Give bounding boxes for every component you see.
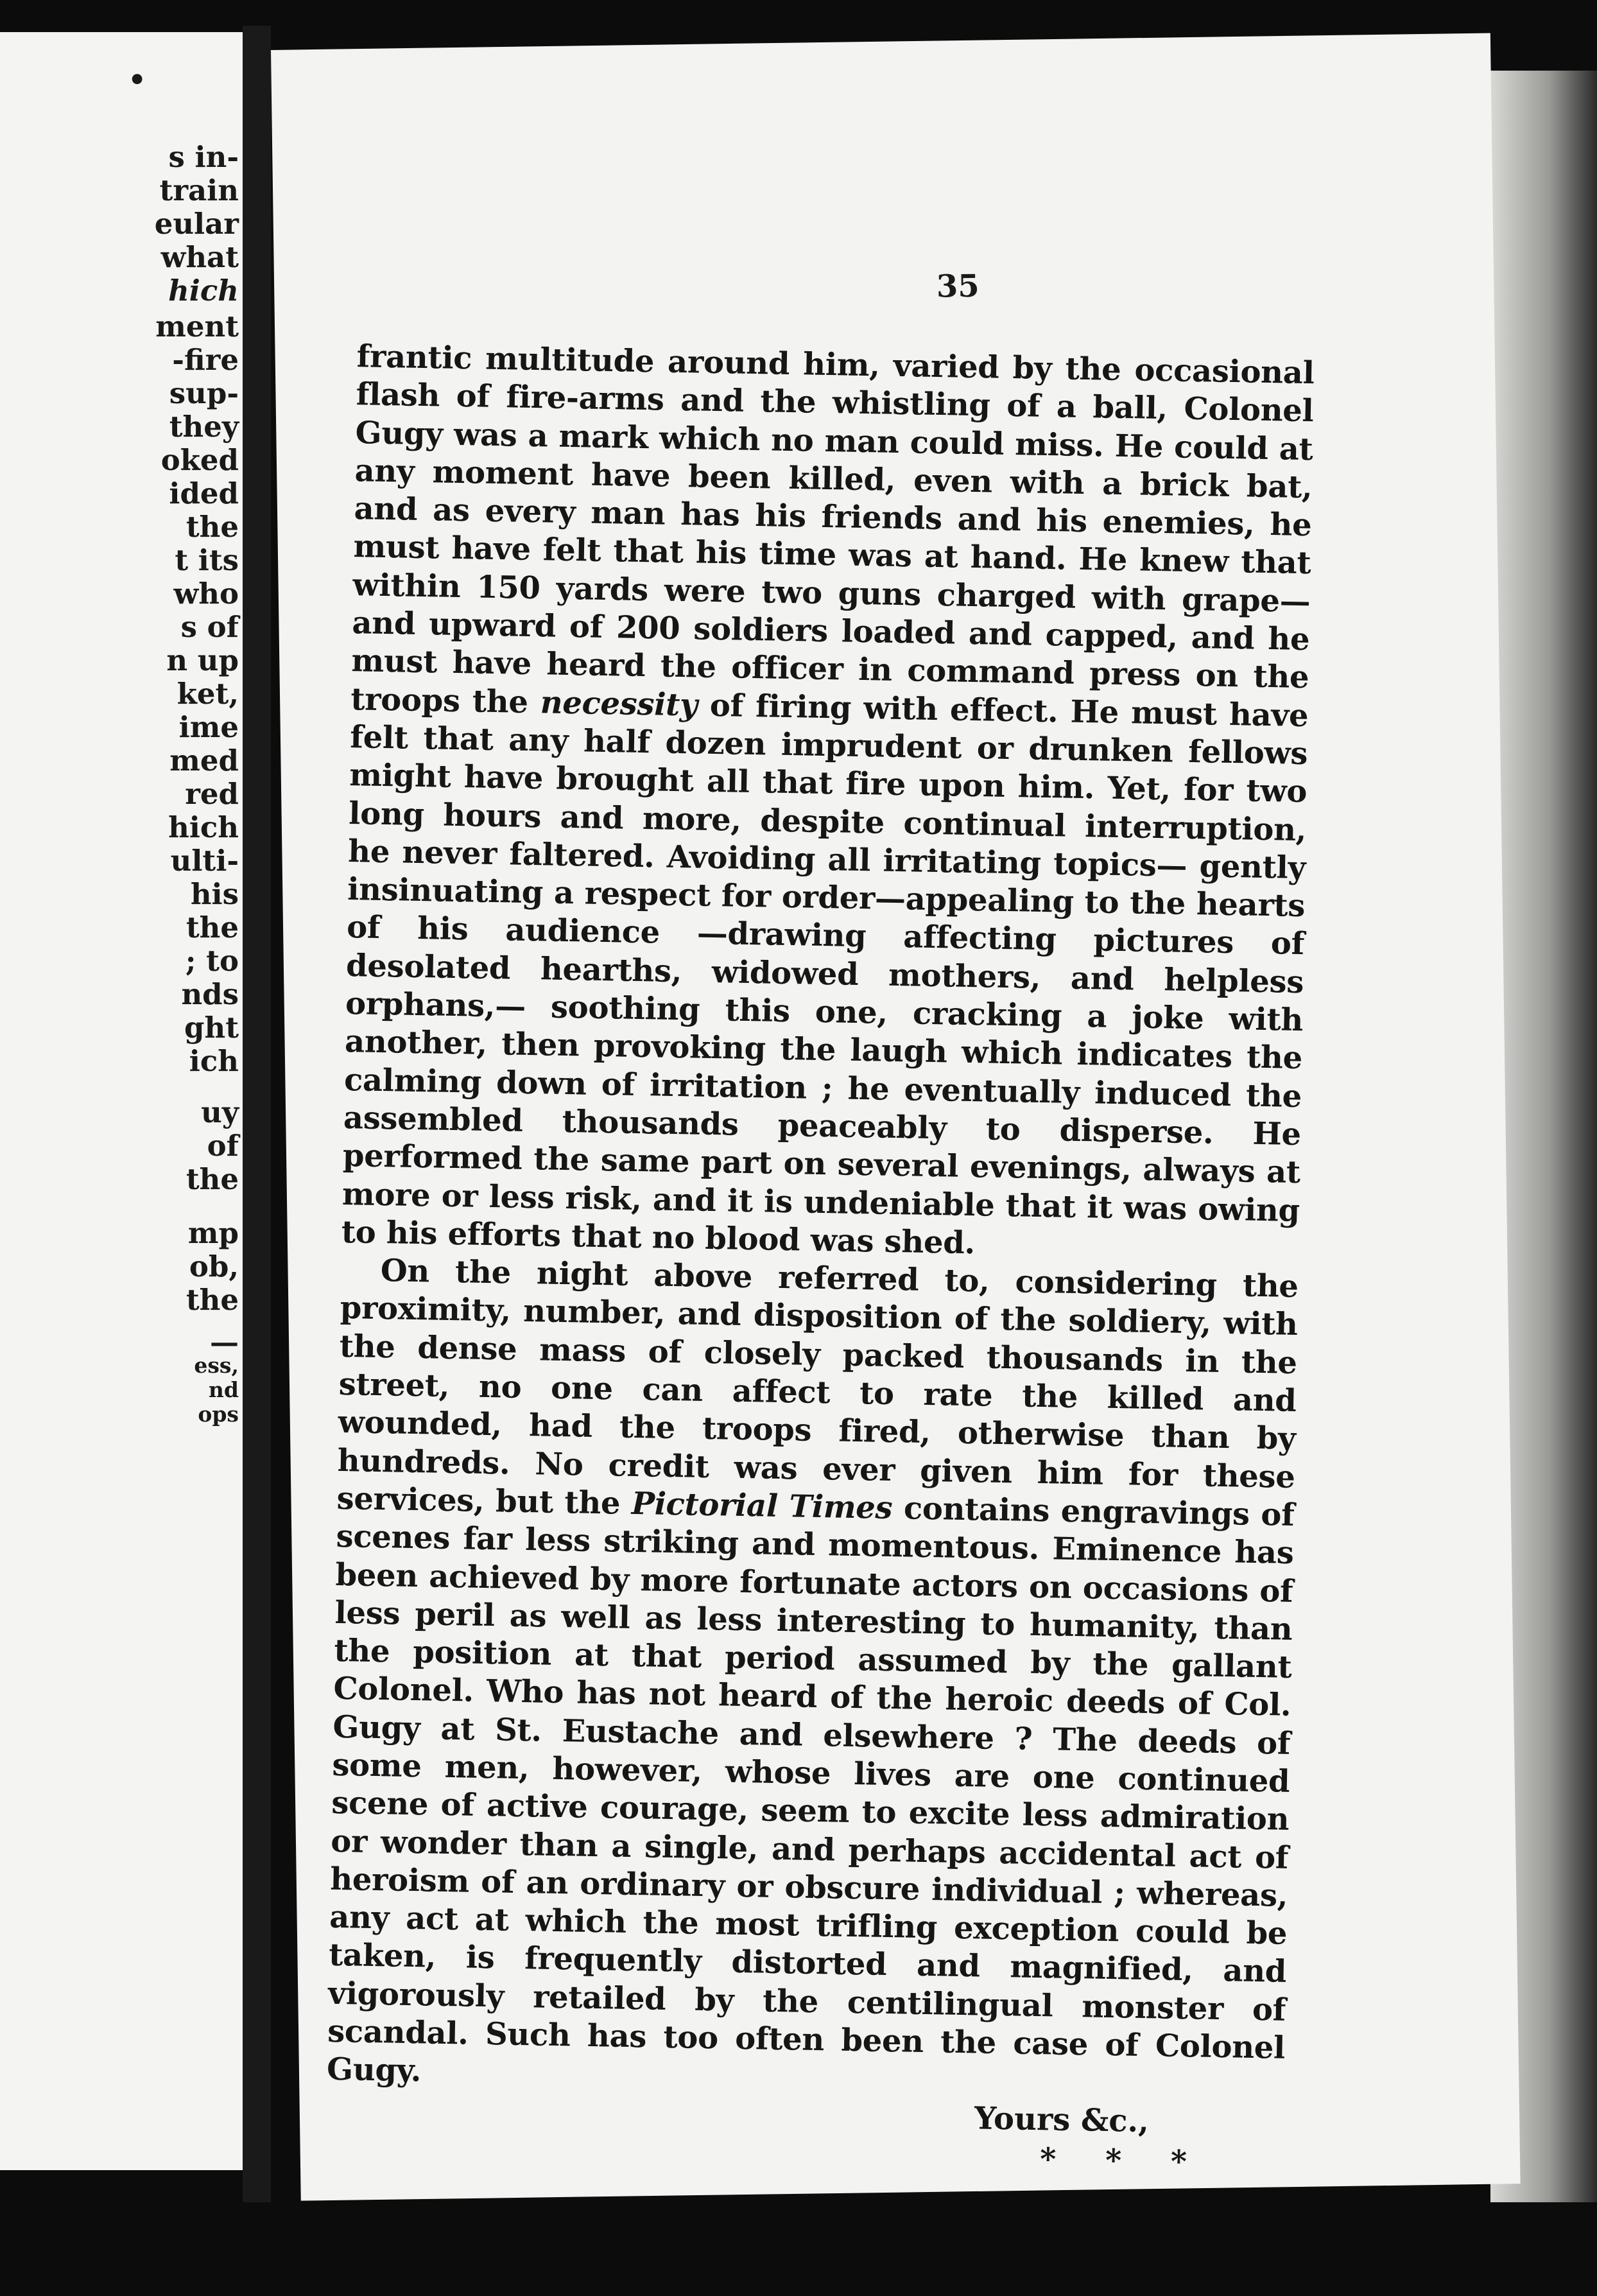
left-page-text-fragment: his [190, 877, 239, 911]
left-page-text-fragment: s in- [168, 140, 239, 174]
left-page-text-fragment: — [210, 1325, 239, 1359]
closing-line: Yours &c., [974, 2100, 1150, 2139]
left-page-text-fragment: -fire [172, 343, 239, 377]
text-run: frantic multitude around him, varied by the occasional flash of fire-arms and the whistling of a ball, Colonel Gugy was a mark which no man could miss. He could at any moment have been killed, even with a brick bat, and as every man has his friends and his enemies, he must have felt that his time was at hand. He knew that within 150 yards were two guns charged with grape—and upward of 200 soldiers loaded and capped, and he must have heard the officer in command press on the troops the [350, 338, 1315, 720]
left-page-text-fragment: ided [169, 476, 239, 510]
italic-text: Pictorial Times [631, 1485, 893, 1526]
left-page-text-fragment: hich [168, 274, 239, 308]
left-page-text-fragment: mp [187, 1216, 239, 1250]
paragraph [327, 1251, 1299, 2105]
sign-off [325, 2089, 1284, 2182]
scan-shadow [0, 2202, 1597, 2296]
left-page-text-fragment: nd [208, 1377, 239, 1402]
left-page-text-fragment: n up [166, 643, 239, 677]
text-run: of firing with effect. He must have felt that any half dozen imprudent or drunken fellows might have brought all that fire upon him. Yet, for two long hours and more, despite continual interruption, he never faltered. Avoiding all irritating topics— gently insinuating a respect for order—appealing to the hearts of his audience —drawing affecting pictures of desolated hearths, widowed mothers, and helpless orphans,— soothing this one, cracking a joke with another, then provoking the laugh which indicates the calming down of irritation ; he eventually induced the assembled thousands peaceably to disperse. He performed the same part on several evenings, always at more or less risk, and it is undeniable that it was owing to his efforts that no blood was shed. [341, 687, 1309, 1262]
paragraph [341, 338, 1315, 1268]
left-page-text-fragment: red [185, 777, 239, 811]
left-page-text-fragment: ment [155, 309, 239, 344]
left-page-text-fragment: the [186, 910, 239, 944]
left-page-text-fragment: of [207, 1129, 239, 1163]
left-page-text-fragment: who [173, 577, 239, 611]
left-page-text-fragment: ob, [189, 1249, 239, 1283]
document-page [271, 33, 1521, 2200]
left-page-text-fragment: ; to [185, 944, 239, 978]
left-page-text-fragment: s of [180, 610, 239, 644]
text-run: On the night above referred to, considering the proximity, number, and disposition of the soldiery, with the dense mass of closely packed thousands in the street, no one can affect to rate the killed and wounded, had the troops fired, otherwise than by hundreds. No credit was ever given him for these services, but the [336, 1253, 1299, 1522]
left-page-text-fragment: the [186, 1162, 239, 1196]
italic-text: necessity [540, 684, 698, 724]
left-page-text-fragment: train [159, 173, 239, 207]
signature-asterisks: * * * [1039, 2141, 1207, 2180]
left-page-text-fragment: oked [160, 443, 239, 477]
left-page-text-fragment: what [160, 240, 239, 274]
left-page-text-fragment: uy [201, 1095, 239, 1129]
previous-page-fragment [0, 32, 243, 2170]
page-number: 35 [936, 268, 980, 305]
body-text [325, 338, 1315, 2182]
left-page-text-fragment: ess, [194, 1353, 239, 1378]
left-page-text-fragment: med [169, 744, 239, 778]
left-page-text-fragment: ime [178, 710, 239, 744]
left-page-text-fragment: ich [189, 1044, 239, 1078]
left-page-text-fragment: hich [168, 810, 239, 844]
left-page-text-fragment: they [169, 410, 239, 444]
left-page-text-fragment: eular [154, 207, 239, 241]
book-gutter [243, 26, 271, 2209]
left-page-text-fragment: nds [181, 977, 239, 1011]
left-page-text-fragment: ops [198, 1402, 239, 1427]
left-page-text-fragment: ket, [177, 677, 239, 711]
left-page-text-fragment: ulti- [170, 844, 239, 878]
left-page-text-fragment: • [128, 63, 146, 97]
left-page-text-fragment: t its [175, 543, 239, 577]
left-page-text-fragment: the [186, 510, 239, 544]
left-page-text-fragment: the [186, 1283, 239, 1317]
text-run: contains engravings of scenes far less striking and momentous. Eminence has been achieved by more fortunate actors on occasions of less peril as well as less interesting to humanity, than the position at that period assumed by the gallant Colonel. Who has not heard of the heroic deeds of Col. Gugy at St. Eustache and elsewhere ? The deeds of some men, however, whose lives are one continued scene of active courage, seem to excite less admiration or wonder than a single, and perhaps accidental act of heroism of an ordinary or obscure individual ; whereas, any act at which the most trifling exception could be taken, is frequently distorted and magnified, and vigorously retailed by the centilingual monster of scandal. Such has too often been the case of Colonel Gugy. [326, 1490, 1295, 2089]
left-page-text-fragment: sup- [169, 376, 239, 410]
left-page-text-fragment: ght [184, 1011, 239, 1045]
